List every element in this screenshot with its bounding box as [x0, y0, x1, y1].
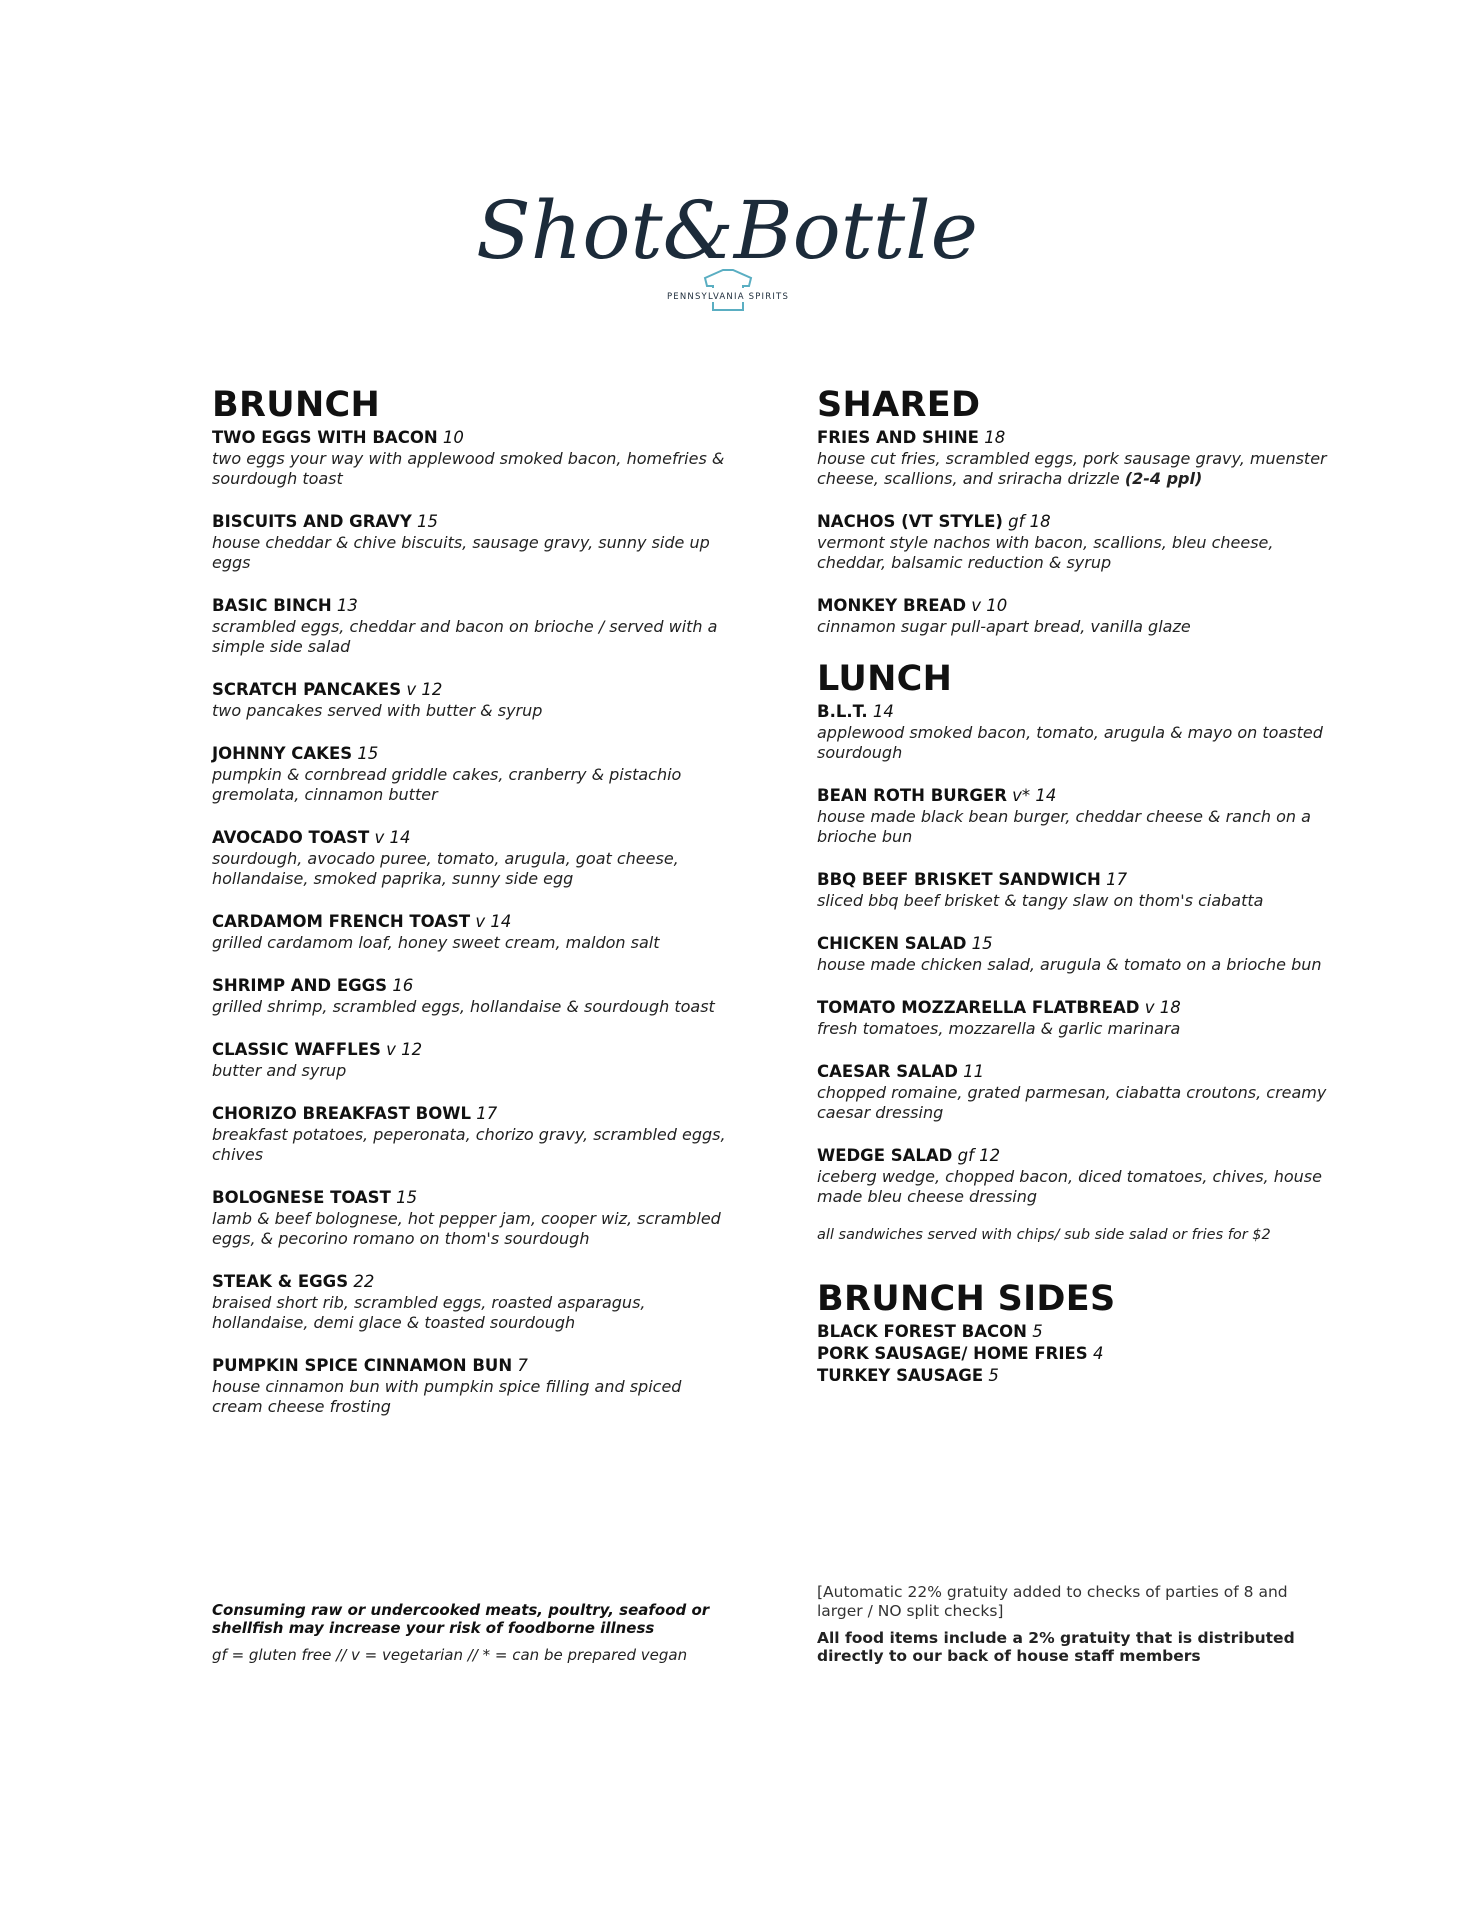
menu-item-description-text: two eggs your way with applewood smoked bacon, homefries & sourdough toast — [212, 449, 725, 488]
menu-item-description — [212, 533, 732, 573]
menu-item — [817, 427, 1337, 489]
menu-item-header — [817, 785, 1337, 807]
footer-right — [817, 1583, 1337, 1665]
menu-item-description-text: house cheddar & chive biscuits, sausage gravy, sunny side up eggs — [212, 533, 710, 572]
foodborne-warning — [212, 1601, 732, 1637]
menu-item-price: 22 — [353, 1272, 375, 1291]
menu-item-price: gf 18 — [1008, 512, 1051, 531]
menu-item-header — [212, 679, 732, 701]
menu-item-name: JOHNNY CAKES — [212, 744, 353, 763]
menu-item-header — [212, 427, 732, 449]
menu-item-description — [212, 617, 732, 657]
menu-item-description — [212, 701, 732, 721]
menu-item-price: 18 — [984, 428, 1006, 447]
menu-item-name: MONKEY BREAD — [817, 596, 967, 615]
menu-item-description — [212, 997, 732, 1017]
menu-item-name: SHRIMP AND EGGS — [212, 976, 388, 995]
menu-item-header — [212, 1187, 732, 1209]
menu-item-header — [817, 1321, 1337, 1343]
menu-item — [817, 1061, 1337, 1123]
menu-item — [212, 511, 732, 573]
menu-item-name: TOMATO MOZZARELLA FLATBREAD — [817, 998, 1140, 1017]
menu-item-description-text: scrambled eggs, cheddar and bacon on brioche / served with a simple side salad — [212, 617, 718, 656]
menu-item-price: 15 — [417, 512, 439, 531]
menu-item-description-text: applewood smoked bacon, tomato, arugula & mayo on toasted sourdough — [817, 723, 1323, 762]
menu-item-description-text: fresh tomatoes, mozzarella & garlic marinara — [817, 1019, 1181, 1038]
menu-item-header — [212, 743, 732, 765]
section-title-brunch-sides: BRUNCH SIDES — [817, 1279, 1116, 1319]
lunch-items — [817, 701, 1337, 1207]
menu-item-name: PUMPKIN SPICE CINNAMON BUN — [212, 1356, 513, 1375]
menu-item — [817, 785, 1337, 847]
menu-item-description-text: sliced bbq beef brisket & tangy slaw on thom's ciabatta — [817, 891, 1264, 910]
menu-item-name: PORK SAUSAGE/ HOME FRIES — [817, 1344, 1088, 1363]
menu-item-header — [817, 1061, 1337, 1083]
menu-item — [817, 595, 1337, 637]
menu-item-name: BEAN ROTH BURGER — [817, 786, 1007, 805]
menu-item — [212, 1271, 732, 1333]
menu-item-name: BBQ BEEF BRISKET SANDWICH — [817, 870, 1101, 889]
menu-item-price: v 12 — [386, 1040, 423, 1059]
menu-item-header — [817, 933, 1337, 955]
menu-item-description — [817, 617, 1337, 637]
menu-item-description-text: house cinnamon bun with pumpkin spice filling and spiced cream cheese frosting — [212, 1377, 682, 1416]
menu-item-header — [212, 911, 732, 933]
menu-item-description — [817, 1167, 1337, 1207]
section-title-brunch: BRUNCH — [212, 385, 381, 425]
menu-item-description-text: grilled cardamom loaf, honey sweet cream, maldon salt — [212, 933, 660, 952]
menu-item-header — [212, 1355, 732, 1377]
menu-item-name: AVOCADO TOAST — [212, 828, 370, 847]
menu-item-price: v 14 — [475, 912, 512, 931]
menu-item-description — [817, 723, 1337, 763]
menu-item-description — [212, 849, 732, 889]
menu-item — [212, 1039, 732, 1081]
menu-item-price: 15 — [396, 1188, 418, 1207]
menu-item — [212, 1355, 732, 1417]
menu-item-serving-size: (2-4 ppl) — [1124, 469, 1203, 488]
kitchen-fee-note: All food items include a 2% gratuity that is distributed directly to our back of house staff members — [817, 1629, 1295, 1665]
menu-item-header — [817, 595, 1337, 617]
menu-item-price: 17 — [1106, 870, 1128, 889]
menu-item-header — [817, 1145, 1337, 1167]
menu-item — [817, 997, 1337, 1039]
menu-item-description-text: butter and syrup — [212, 1061, 347, 1080]
gratuity-note: [Automatic 22% gratuity added to checks of parties of 8 and larger / NO split checks] — [817, 1583, 1288, 1620]
diet-legend: gf = gluten free // v = vegetarian // * = can be prepared vegan — [212, 1646, 688, 1664]
menu-item-description-text: chopped romaine, grated parmesan, ciabatta croutons, creamy caesar dressing — [817, 1083, 1327, 1122]
menu-item-description-text: vermont style nachos with bacon, scallions, bleu cheese, cheddar, balsamic reduction & syrup — [817, 533, 1274, 572]
menu-item-description — [212, 449, 732, 489]
menu-item-name: CARDAMOM FRENCH TOAST — [212, 912, 471, 931]
menu-item-price: 7 — [517, 1356, 528, 1375]
menu-item — [212, 1103, 732, 1165]
logo-graphic — [475, 162, 979, 332]
menu-item — [817, 1145, 1337, 1207]
menu-item-header — [817, 997, 1337, 1019]
menu-item-description — [212, 1209, 732, 1249]
menu-item-description-text: house made black bean burger, cheddar cheese & ranch on a brioche bun — [817, 807, 1311, 846]
menu-item-description-text: house made chicken salad, arugula & tomato on a brioche bun — [817, 955, 1322, 974]
menu-item-header — [212, 827, 732, 849]
menu-item-name: BOLOGNESE TOAST — [212, 1188, 391, 1207]
menu-item-description — [212, 1061, 732, 1081]
menu-item-description — [817, 1083, 1337, 1123]
menu-item — [817, 1343, 1337, 1365]
right-column — [817, 385, 1337, 1387]
menu-item-description-text: pumpkin & cornbread griddle cakes, cranberry & pistachio gremolata, cinnamon butter — [212, 765, 682, 804]
menu-item-header — [212, 975, 732, 997]
menu-item-price: 5 — [1032, 1322, 1043, 1341]
menu-item-header — [212, 595, 732, 617]
menu-item-header — [817, 511, 1337, 533]
sides-items — [817, 1321, 1337, 1387]
menu-item — [212, 427, 732, 489]
menu-item-price: v* 14 — [1012, 786, 1057, 805]
menu-item-description-text: cinnamon sugar pull-apart bread, vanilla glaze — [817, 617, 1191, 636]
menu-item — [817, 701, 1337, 763]
menu-item — [212, 975, 732, 1017]
menu-item-header — [817, 1365, 1337, 1387]
menu-item — [212, 1187, 732, 1249]
menu-item-name: CHICKEN SALAD — [817, 934, 967, 953]
menu-item-header — [817, 427, 1337, 449]
menu-item-name: TWO EGGS WITH BACON — [212, 428, 438, 447]
menu-item-description-text: two pancakes served with butter & syrup — [212, 701, 543, 720]
menu-item-header — [212, 1103, 732, 1125]
warning-line-1: Consuming raw or undercooked meats, poultry, seafood or — [212, 1601, 710, 1619]
menu-item-price: v 10 — [971, 596, 1008, 615]
menu-item-name: CHORIZO BREAKFAST BOWL — [212, 1104, 471, 1123]
section-title-lunch: LUNCH — [817, 659, 953, 699]
menu-item-price: 15 — [357, 744, 379, 763]
menu-item-name: STEAK & EGGS — [212, 1272, 349, 1291]
menu-item — [212, 595, 732, 657]
menu-item — [817, 933, 1337, 975]
menu-item-price: 5 — [988, 1366, 999, 1385]
menu-item-description-text: iceberg wedge, chopped bacon, diced tomatoes, chives, house made bleu cheese dressing — [817, 1167, 1322, 1206]
menu-item-price: 16 — [392, 976, 414, 995]
menu-item-price: v 12 — [406, 680, 443, 699]
menu-item-description — [817, 1019, 1337, 1039]
menu-item-header — [212, 1039, 732, 1061]
warning-line-2: shellfish may increase your risk of foodborne illness — [212, 1619, 655, 1637]
sandwich-note: all sandwiches served with chips/ sub side salad or fries for $2 — [817, 1227, 1271, 1243]
menu-item-header — [817, 869, 1337, 891]
menu-item-name: TURKEY SAUSAGE — [817, 1366, 984, 1385]
menu-item-description — [212, 765, 732, 805]
menu-item-price: 15 — [971, 934, 993, 953]
menu-item-price: 10 — [442, 428, 464, 447]
menu-item-description-text: braised short rib, scrambled eggs, roasted asparagus, hollandaise, demi glace & toasted sourdough — [212, 1293, 646, 1332]
menu-item — [212, 827, 732, 889]
menu-item — [817, 1365, 1337, 1387]
menu-item-description — [212, 1125, 732, 1165]
logo-wordmark: Shot&Bottle — [475, 184, 979, 277]
menu-item-description — [817, 955, 1337, 975]
menu-item-description — [212, 933, 732, 953]
menu-item-description-text: grilled shrimp, scrambled eggs, hollandaise & sourdough toast — [212, 997, 715, 1016]
menu-item-description-text: house cut fries, scrambled eggs, pork sausage gravy, muenster cheese, scallions, and sriracha drizzle — [817, 449, 1327, 488]
menu-item-description-text: sourdough, avocado puree, tomato, arugula, goat cheese, hollandaise, smoked paprika, sunny side egg — [212, 849, 679, 888]
menu-item-price: 14 — [872, 702, 894, 721]
menu-item-price: 17 — [476, 1104, 498, 1123]
menu-item-name: CLASSIC WAFFLES — [212, 1040, 381, 1059]
menu-item-header — [817, 701, 1337, 723]
left-column — [212, 385, 732, 1439]
menu-item — [817, 511, 1337, 573]
menu-item-name: BISCUITS AND GRAVY — [212, 512, 412, 531]
menu-item-name: SCRATCH PANCAKES — [212, 680, 402, 699]
menu-item-description-text: lamb & beef bolognese, hot pepper jam, cooper wiz, scrambled eggs, & pecorino romano on thom's sourdough — [212, 1209, 721, 1248]
menu-item-description — [817, 533, 1337, 573]
menu-item-description — [817, 449, 1337, 489]
menu-item — [212, 679, 732, 721]
menu-item — [817, 869, 1337, 911]
menu-item-header — [212, 1271, 732, 1293]
menu-item-price: gf 12 — [957, 1146, 1001, 1165]
menu-item-name: CAESAR SALAD — [817, 1062, 958, 1081]
menu-item-price: v 18 — [1144, 998, 1181, 1017]
menu-item-header — [212, 511, 732, 533]
menu-item-description — [212, 1293, 732, 1333]
shared-items — [817, 427, 1337, 637]
menu-item — [212, 743, 732, 805]
menu-item-price: v 14 — [374, 828, 411, 847]
section-title-shared: SHARED — [817, 385, 981, 425]
menu-item-description-text: breakfast potatoes, peperonata, chorizo gravy, scrambled eggs, chives — [212, 1125, 726, 1164]
menu-item-price: 13 — [336, 596, 358, 615]
menu-item-description — [817, 807, 1337, 847]
menu-item — [212, 911, 732, 953]
menu-item-name: WEDGE SALAD — [817, 1146, 953, 1165]
menu-item-price: 4 — [1092, 1344, 1104, 1363]
menu-item-name: BASIC BINCH — [212, 596, 332, 615]
menu-item-description — [817, 891, 1337, 911]
menu-item-name: NACHOS (VT STYLE) — [817, 512, 1003, 531]
menu-item-name: FRIES AND SHINE — [817, 428, 979, 447]
footer-left — [212, 1601, 732, 1665]
brunch-items — [212, 427, 732, 1417]
shot-and-bottle-logo — [475, 162, 979, 332]
menu-item — [817, 1321, 1337, 1343]
menu-item-description — [212, 1377, 732, 1417]
menu-item-price: 11 — [963, 1062, 985, 1081]
menu-item-header — [817, 1343, 1337, 1365]
logo-tagline: PENNSYLVANIA SPIRITS — [666, 292, 790, 302]
menu-item-name: BLACK FOREST BACON — [817, 1322, 1027, 1341]
menu-item-name: B.L.T. — [817, 702, 868, 721]
